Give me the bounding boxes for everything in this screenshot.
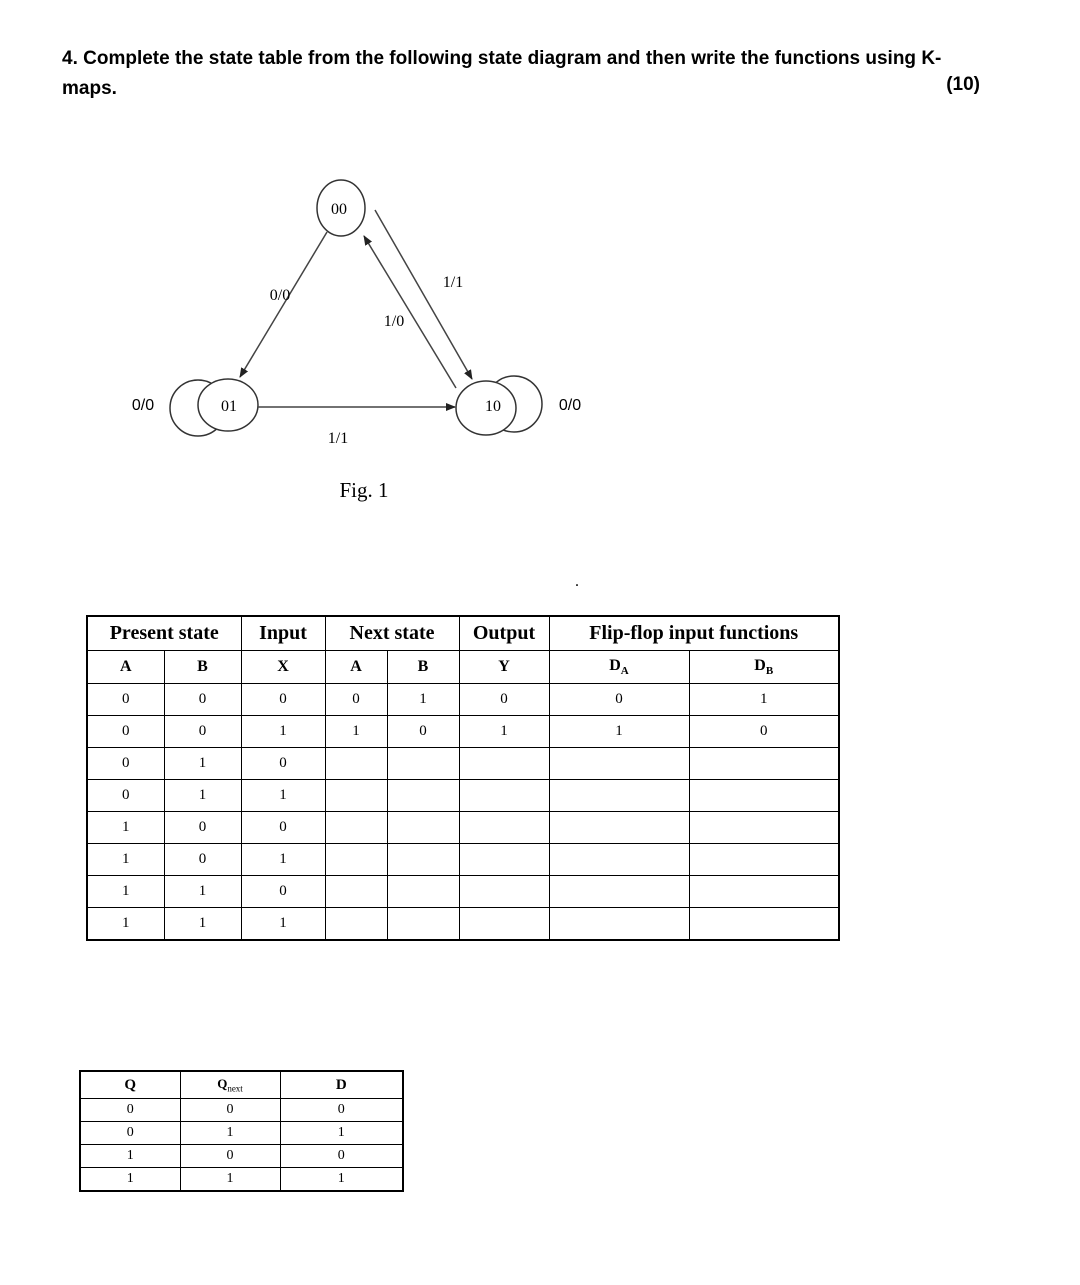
table-cell: 1 [80, 1145, 180, 1168]
table-cell [387, 780, 459, 812]
header-next-state: Next state [325, 616, 459, 651]
table-cell [689, 780, 839, 812]
table-cell: 0 [164, 844, 241, 876]
subheader-DA-sub: A [620, 665, 629, 678]
state-00-label: 00 [331, 201, 347, 218]
table-cell [549, 844, 689, 876]
table-cell: 1 [241, 780, 325, 812]
table-cell: 1 [280, 1168, 403, 1192]
table-cell: 1 [241, 908, 325, 941]
table-cell: 1 [87, 844, 164, 876]
label-10-selfloop: 0/0 [558, 397, 582, 414]
state-01-label: 01 [221, 398, 237, 415]
dff-header-Qnext-main: Q [217, 1076, 228, 1092]
table-cell: 1 [87, 812, 164, 844]
subheader-B: B [164, 651, 241, 684]
table-cell [325, 908, 387, 941]
dff-header-Qnext [180, 1071, 280, 1099]
table-cell: 1 [164, 780, 241, 812]
table-cell [689, 844, 839, 876]
table-row [80, 1099, 403, 1122]
subheader-A: A [87, 651, 164, 684]
table-row [87, 812, 839, 844]
table-cell: 0 [164, 684, 241, 716]
stray-dot: . [575, 573, 579, 590]
table-cell: 1 [459, 716, 549, 748]
table-cell: 0 [280, 1145, 403, 1168]
table-row [80, 1168, 403, 1192]
question-text: 4. Complete the state table from the following state diagram and then write the functions using K-maps. [62, 48, 942, 99]
table-cell [459, 844, 549, 876]
transition-00-to-01 [240, 232, 327, 377]
table-cell: 0 [80, 1099, 180, 1122]
table-cell: 0 [87, 716, 164, 748]
table-cell: 1 [689, 684, 839, 716]
question-marks: (10) [946, 74, 980, 95]
state-table [86, 615, 840, 941]
state-table-body [87, 684, 839, 941]
subheader-DA-main: D [609, 656, 621, 674]
table-cell: 0 [180, 1145, 280, 1168]
table-cell: 1 [87, 876, 164, 908]
subheader-DB-sub: B [765, 665, 774, 678]
table-cell [387, 812, 459, 844]
subheader-DA [549, 651, 689, 684]
table-cell [325, 748, 387, 780]
subheader-next-A: A [325, 651, 387, 684]
table-cell [387, 748, 459, 780]
table-cell [689, 908, 839, 941]
table-cell [689, 876, 839, 908]
table-cell: 0 [549, 684, 689, 716]
table-cell: 0 [325, 684, 387, 716]
table-cell: 1 [241, 844, 325, 876]
table-cell: 0 [87, 748, 164, 780]
table-cell [549, 876, 689, 908]
header-present-state: Present state [87, 616, 241, 651]
table-cell [325, 844, 387, 876]
label-10-to-00: 1/0 [383, 313, 405, 330]
label-00-to-10: 1/1 [442, 274, 464, 291]
table-cell [459, 876, 549, 908]
table-cell: 1 [387, 684, 459, 716]
table-row [87, 684, 839, 716]
header-output: Output [459, 616, 549, 651]
table-cell: 0 [80, 1122, 180, 1145]
table-cell: 1 [180, 1168, 280, 1192]
header-input: Input [241, 616, 325, 651]
table-cell [459, 780, 549, 812]
table-cell: 0 [180, 1099, 280, 1122]
table-cell: 1 [80, 1168, 180, 1192]
subheader-next-B: B [387, 651, 459, 684]
table-cell: 1 [549, 716, 689, 748]
table-cell: 0 [241, 684, 325, 716]
table-cell [549, 812, 689, 844]
table-cell: 0 [280, 1099, 403, 1122]
transition-10-to-00 [364, 236, 456, 388]
d-flipflop-table [79, 1070, 404, 1192]
transition-00-to-10 [375, 210, 472, 379]
table-cell: 0 [164, 716, 241, 748]
table-cell: 1 [280, 1122, 403, 1145]
table-cell: 1 [164, 908, 241, 941]
table-cell: 0 [87, 780, 164, 812]
table-cell [549, 748, 689, 780]
dff-header-Q: Q [80, 1071, 180, 1099]
table-row [87, 876, 839, 908]
table-cell [325, 780, 387, 812]
table-row [87, 780, 839, 812]
table-cell: 0 [241, 812, 325, 844]
table-cell: 0 [689, 716, 839, 748]
state-10-label: 10 [485, 398, 501, 415]
table-cell: 0 [87, 684, 164, 716]
table-cell [549, 780, 689, 812]
table-cell [549, 908, 689, 941]
label-00-to-01: 0/0 [269, 287, 291, 304]
label-01-to-10: 1/1 [327, 430, 349, 447]
table-cell [459, 748, 549, 780]
table-cell [689, 812, 839, 844]
table-cell [325, 812, 387, 844]
table-cell: 1 [241, 716, 325, 748]
table-cell: 1 [164, 748, 241, 780]
table-row [80, 1145, 403, 1168]
table-row [87, 844, 839, 876]
header-ff-inputs: Flip-flop input functions [549, 616, 839, 651]
table-row [87, 716, 839, 748]
table-cell: 1 [180, 1122, 280, 1145]
table-cell: 1 [325, 716, 387, 748]
subheader-DB-main: D [754, 656, 766, 674]
subheader-Y: Y [459, 651, 549, 684]
label-01-selfloop: 0/0 [131, 397, 155, 414]
dff-table-body [80, 1099, 403, 1192]
subheader-DB [689, 651, 839, 684]
subheader-X: X [241, 651, 325, 684]
table-cell: 0 [387, 716, 459, 748]
table-cell [459, 908, 549, 941]
table-cell [387, 876, 459, 908]
figure-caption: Fig. 1 [339, 478, 389, 502]
table-cell: 0 [241, 748, 325, 780]
state-diagram [0, 0, 1080, 600]
table-cell [387, 908, 459, 941]
table-row [80, 1122, 403, 1145]
table-cell: 0 [241, 876, 325, 908]
dff-header-D: D [280, 1071, 403, 1099]
table-cell: 1 [87, 908, 164, 941]
dff-header-Qnext-sub: next [227, 1083, 243, 1094]
table-cell [689, 748, 839, 780]
table-cell: 1 [164, 876, 241, 908]
table-cell [387, 844, 459, 876]
table-cell [459, 812, 549, 844]
table-row [87, 908, 839, 941]
table-cell: 0 [459, 684, 549, 716]
table-cell [325, 876, 387, 908]
table-cell: 0 [164, 812, 241, 844]
table-row [87, 748, 839, 780]
